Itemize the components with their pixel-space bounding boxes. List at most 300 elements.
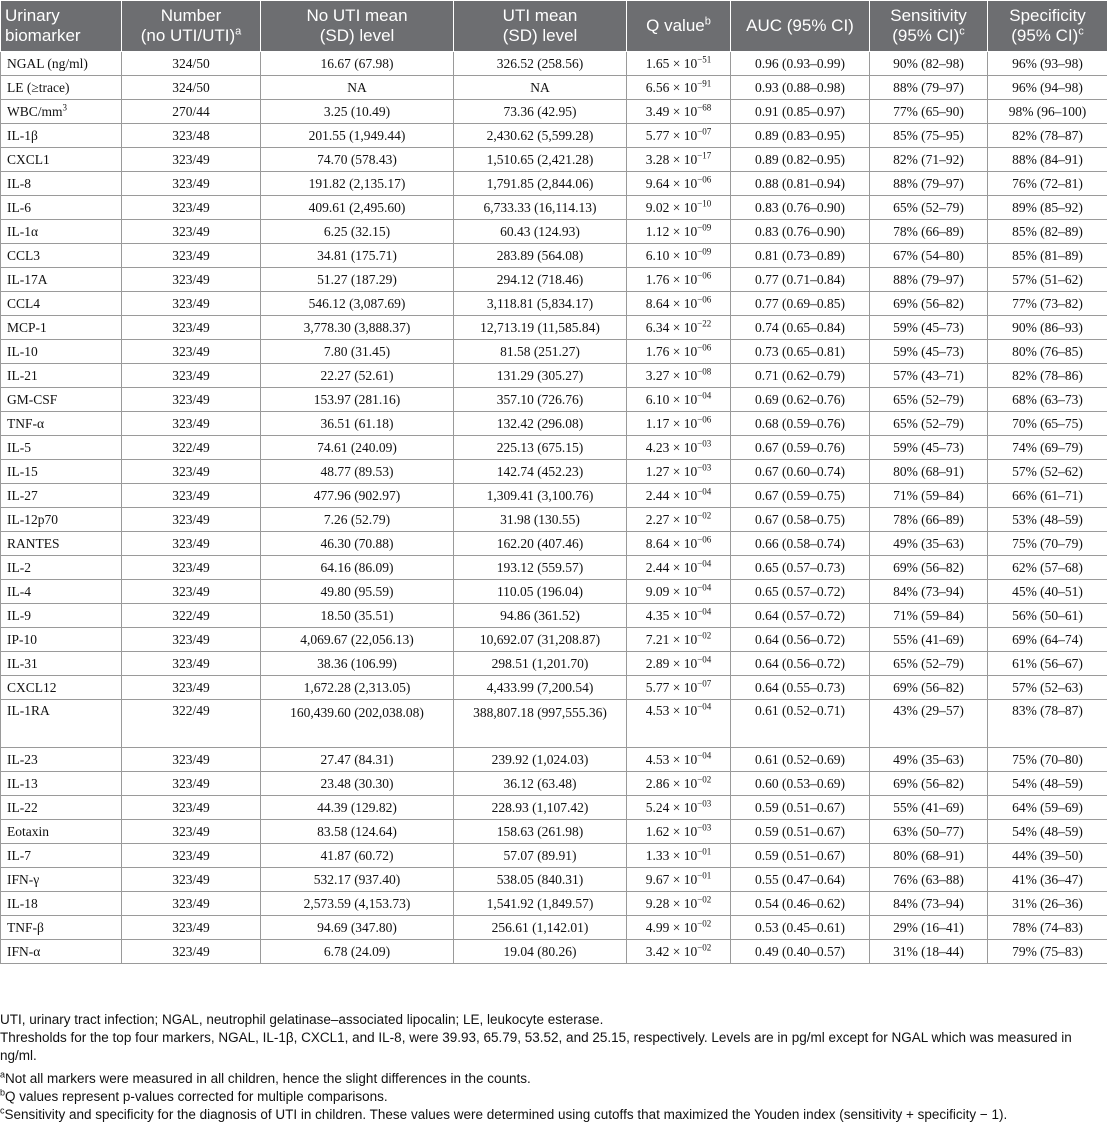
table-row xyxy=(1,220,1107,244)
q-value-cell xyxy=(627,220,731,244)
q-value-base: 3.27 × 10 xyxy=(645,367,698,383)
no-uti-mean-cell: 153.97 (281.16) xyxy=(261,388,454,412)
q-value-cell xyxy=(627,100,731,124)
sensitivity-cell: 85% (75–95) xyxy=(870,124,988,148)
specificity-cell: 44% (39–50) xyxy=(988,844,1107,868)
specificity-cell: 77% (73–82) xyxy=(988,292,1107,316)
auc-cell: 0.73 (0.65–0.81) xyxy=(731,340,870,364)
no-uti-mean-cell: 23.48 (30.30) xyxy=(261,772,454,796)
column-header-line: Sensitivity xyxy=(890,6,967,25)
table-row xyxy=(1,460,1107,484)
column-header-line: (95% CI)$^c$ xyxy=(1011,25,1084,45)
specificity-cell: 64% (59–69) xyxy=(988,796,1107,820)
biomarker-label: IL-6 xyxy=(7,199,31,215)
biomarker-name xyxy=(1,580,122,604)
uti-mean-cell: 239.92 (1,024.03) xyxy=(454,748,627,772)
q-value-exponent: −04 xyxy=(697,390,712,400)
biomarker-label: TNF-β xyxy=(7,919,44,935)
biomarker-label: WBC/mm xyxy=(7,103,63,119)
q-value-exponent: −09 xyxy=(697,246,712,256)
count-cell: 322/49 xyxy=(122,436,261,460)
specificity-cell: 41% (36–47) xyxy=(988,868,1107,892)
table-footnotes xyxy=(0,1011,1100,1124)
specificity-cell: 83% (78–87) xyxy=(988,700,1107,748)
specificity-cell: 82% (78–87) xyxy=(988,124,1107,148)
specificity-cell: 74% (69–79) xyxy=(988,436,1107,460)
biomarker-name xyxy=(1,676,122,700)
no-uti-mean-cell: 3.25 (10.49) xyxy=(261,100,454,124)
q-value-cell xyxy=(627,628,731,652)
sensitivity-cell: 71% (59–84) xyxy=(870,604,988,628)
auc-cell: 0.68 (0.59–0.76) xyxy=(731,412,870,436)
q-value-cell xyxy=(627,244,731,268)
q-value-exponent: −51 xyxy=(697,54,712,64)
biomarker-label: IFN-γ xyxy=(7,871,40,887)
count-cell: 323/49 xyxy=(122,820,261,844)
sensitivity-cell: 59% (45–73) xyxy=(870,316,988,340)
sensitivity-cell: 80% (68–91) xyxy=(870,460,988,484)
auc-cell: 0.53 (0.45–0.61) xyxy=(731,916,870,940)
table-row xyxy=(1,820,1107,844)
column-header-line: Q value$^b$ xyxy=(646,15,711,35)
count-cell: 270/44 xyxy=(122,100,261,124)
no-uti-mean-cell: 546.12 (3,087.69) xyxy=(261,292,454,316)
q-value-cell xyxy=(627,820,731,844)
table-row xyxy=(1,868,1107,892)
uti-mean-cell: 158.63 (261.98) xyxy=(454,820,627,844)
specificity-cell: 70% (65–75) xyxy=(988,412,1107,436)
auc-cell: 0.91 (0.85–0.97) xyxy=(731,100,870,124)
q-value-cell xyxy=(627,580,731,604)
q-value-exponent: −02 xyxy=(697,630,712,640)
table-row xyxy=(1,364,1107,388)
column-header-line: (95% CI)$^c$ xyxy=(892,25,965,45)
sensitivity-cell: 84% (73–94) xyxy=(870,580,988,604)
uti-mean-cell: 283.89 (564.08) xyxy=(454,244,627,268)
table-row xyxy=(1,148,1107,172)
q-value-exponent: −06 xyxy=(697,294,712,304)
auc-cell: 0.65 (0.57–0.73) xyxy=(731,556,870,580)
auc-cell: 0.67 (0.59–0.76) xyxy=(731,436,870,460)
auc-cell: 0.59 (0.51–0.67) xyxy=(731,796,870,820)
uti-mean-cell: 110.05 (196.04) xyxy=(454,580,627,604)
biomarker-label: IL-21 xyxy=(7,367,38,383)
uti-mean-cell: 388,807.18 (997,555.36) xyxy=(454,700,627,748)
header-row xyxy=(1,1,1107,52)
table-row xyxy=(1,52,1107,76)
auc-cell: 0.61 (0.52–0.69) xyxy=(731,748,870,772)
biomarker-name xyxy=(1,412,122,436)
auc-cell: 0.64 (0.56–0.72) xyxy=(731,652,870,676)
footnote-text: Thresholds for the top four markers, NGAL, IL-1β, CXCL1, and IL-8, were 39.93, 65.79, 53.52, and 25.15, respectively. Levels are in pg/ml except for NGAL which was measured in ng/ml. xyxy=(0,1030,1072,1063)
q-value-cell xyxy=(627,508,731,532)
table-row xyxy=(1,484,1107,508)
uti-mean-cell: 1,309.41 (3,100.76) xyxy=(454,484,627,508)
sensitivity-cell: 69% (56–82) xyxy=(870,772,988,796)
biomarker-label: IL-2 xyxy=(7,559,31,575)
count-cell: 323/49 xyxy=(122,292,261,316)
biomarker-label: IL-18 xyxy=(7,895,38,911)
count-cell: 324/50 xyxy=(122,76,261,100)
q-value-base: 2.44 × 10 xyxy=(645,487,698,503)
specificity-cell: 54% (48–59) xyxy=(988,772,1107,796)
q-value-exponent: −03 xyxy=(697,438,712,448)
q-value-exponent: −02 xyxy=(697,774,712,784)
auc-cell: 0.66 (0.58–0.74) xyxy=(731,532,870,556)
table-row xyxy=(1,772,1107,796)
no-uti-mean-cell: 201.55 (1,949.44) xyxy=(261,124,454,148)
no-uti-mean-cell: 83.58 (124.64) xyxy=(261,820,454,844)
table-row xyxy=(1,748,1107,772)
count-cell: 323/49 xyxy=(122,580,261,604)
count-cell: 323/49 xyxy=(122,340,261,364)
biomarker-name xyxy=(1,52,122,76)
q-value-exponent: −10 xyxy=(697,198,712,208)
biomarker-label: IL-13 xyxy=(7,775,38,791)
q-value-base: 9.67 × 10 xyxy=(645,871,698,887)
footnote-marker: c xyxy=(0,1105,5,1116)
sensitivity-cell: 55% (41–69) xyxy=(870,628,988,652)
auc-cell: 0.88 (0.81–0.94) xyxy=(731,172,870,196)
biomarker-label: Eotaxin xyxy=(7,823,49,839)
uti-mean-cell: 132.42 (296.08) xyxy=(454,412,627,436)
q-value-base: 2.86 × 10 xyxy=(645,775,698,791)
uti-mean-cell: 228.93 (1,107.42) xyxy=(454,796,627,820)
biomarker-label: IL-7 xyxy=(7,847,31,863)
sensitivity-cell: 49% (35–63) xyxy=(870,748,988,772)
biomarker-name xyxy=(1,268,122,292)
q-value-cell xyxy=(627,484,731,508)
biomarker-name xyxy=(1,604,122,628)
table-row xyxy=(1,172,1107,196)
sensitivity-cell: 63% (50–77) xyxy=(870,820,988,844)
q-value-exponent: −03 xyxy=(697,462,712,472)
specificity-cell: 96% (93–98) xyxy=(988,52,1107,76)
table-row xyxy=(1,412,1107,436)
q-value-base: 7.21 × 10 xyxy=(645,631,698,647)
count-cell: 323/49 xyxy=(122,796,261,820)
biomarker-name xyxy=(1,892,122,916)
no-uti-mean-cell: 4,069.67 (22,056.13) xyxy=(261,628,454,652)
uti-mean-cell: 193.12 (559.57) xyxy=(454,556,627,580)
q-value-cell xyxy=(627,124,731,148)
table-row xyxy=(1,340,1107,364)
q-value-base: 4.53 × 10 xyxy=(645,703,698,718)
auc-cell: 0.60 (0.53–0.69) xyxy=(731,772,870,796)
biomarker-name xyxy=(1,292,122,316)
auc-cell: 0.49 (0.40–0.57) xyxy=(731,940,870,964)
specificity-cell: 57% (52–62) xyxy=(988,460,1107,484)
specificity-cell: 75% (70–80) xyxy=(988,748,1107,772)
q-value-base: 8.64 × 10 xyxy=(645,295,698,311)
count-cell: 323/49 xyxy=(122,484,261,508)
q-value-exponent: −06 xyxy=(697,534,712,544)
footnote xyxy=(0,1011,1100,1029)
no-uti-mean-cell: 7.26 (52.79) xyxy=(261,508,454,532)
q-value-base: 2.27 × 10 xyxy=(645,511,698,527)
q-value-cell xyxy=(627,412,731,436)
column-header xyxy=(870,1,988,52)
auc-cell: 0.64 (0.56–0.72) xyxy=(731,628,870,652)
sensitivity-cell: 65% (52–79) xyxy=(870,196,988,220)
sensitivity-cell: 67% (54–80) xyxy=(870,244,988,268)
q-value-cell xyxy=(627,316,731,340)
footnote-marker: c xyxy=(959,25,965,38)
no-uti-mean-cell: 34.81 (175.71) xyxy=(261,244,454,268)
biomarker-name xyxy=(1,772,122,796)
table-row xyxy=(1,604,1107,628)
biomarker-label: IL-10 xyxy=(7,343,38,359)
q-value-cell xyxy=(627,340,731,364)
uti-mean-cell: 4,433.99 (7,200.54) xyxy=(454,676,627,700)
sensitivity-cell: 76% (63–88) xyxy=(870,868,988,892)
no-uti-mean-cell: 51.27 (187.29) xyxy=(261,268,454,292)
uti-mean-cell: 60.43 (124.93) xyxy=(454,220,627,244)
uti-mean-cell: 142.74 (452.23) xyxy=(454,460,627,484)
column-header xyxy=(988,1,1107,52)
q-value-cell xyxy=(627,364,731,388)
specificity-cell: 54% (48–59) xyxy=(988,820,1107,844)
sensitivity-cell: 77% (65–90) xyxy=(870,100,988,124)
table-body xyxy=(1,52,1107,964)
specificity-cell: 61% (56–67) xyxy=(988,652,1107,676)
no-uti-mean-cell: 36.51 (61.18) xyxy=(261,412,454,436)
uti-mean-cell: 326.52 (258.56) xyxy=(454,52,627,76)
count-cell: 323/49 xyxy=(122,244,261,268)
biomarker-label: IL-8 xyxy=(7,175,31,191)
no-uti-mean-cell: 64.16 (86.09) xyxy=(261,556,454,580)
q-value-cell xyxy=(627,892,731,916)
specificity-cell: 80% (76–85) xyxy=(988,340,1107,364)
table-row xyxy=(1,916,1107,940)
q-value-base: 6.10 × 10 xyxy=(645,391,698,407)
count-cell: 324/50 xyxy=(122,52,261,76)
q-value-cell xyxy=(627,172,731,196)
biomarker-name xyxy=(1,196,122,220)
table-row xyxy=(1,556,1107,580)
biomarker-name xyxy=(1,364,122,388)
column-header xyxy=(454,1,627,52)
q-value-exponent: −02 xyxy=(697,942,712,952)
uti-mean-cell: 3,118.81 (5,834.17) xyxy=(454,292,627,316)
column-header xyxy=(261,1,454,52)
sensitivity-cell: 43% (29–57) xyxy=(870,700,988,748)
auc-cell: 0.93 (0.88–0.98) xyxy=(731,76,870,100)
count-cell: 323/49 xyxy=(122,916,261,940)
biomarker-name xyxy=(1,556,122,580)
q-value-exponent: −04 xyxy=(697,606,712,616)
sensitivity-cell: 78% (66–89) xyxy=(870,220,988,244)
column-header xyxy=(1,1,122,52)
auc-cell: 0.74 (0.65–0.84) xyxy=(731,316,870,340)
count-cell: 323/49 xyxy=(122,868,261,892)
q-value-exponent: −03 xyxy=(697,798,712,808)
auc-cell: 0.61 (0.52–0.71) xyxy=(731,700,870,748)
biomarker-label: CCL3 xyxy=(7,247,41,263)
no-uti-mean-cell: 74.70 (578.43) xyxy=(261,148,454,172)
sensitivity-cell: 84% (73–94) xyxy=(870,892,988,916)
footnote-marker: a xyxy=(235,25,242,38)
specificity-cell: 89% (85–92) xyxy=(988,196,1107,220)
biomarker-name xyxy=(1,868,122,892)
biomarker-name xyxy=(1,796,122,820)
q-value-cell xyxy=(627,940,731,964)
auc-cell: 0.77 (0.71–0.84) xyxy=(731,268,870,292)
q-value-base: 3.42 × 10 xyxy=(645,943,698,959)
specificity-cell: 85% (81–89) xyxy=(988,244,1107,268)
biomarker-name xyxy=(1,436,122,460)
q-value-exponent: −03 xyxy=(697,822,712,832)
auc-cell: 0.54 (0.46–0.62) xyxy=(731,892,870,916)
no-uti-mean-cell: 16.67 (67.98) xyxy=(261,52,454,76)
footnote xyxy=(0,1088,1100,1106)
auc-cell: 0.67 (0.60–0.74) xyxy=(731,460,870,484)
uti-mean-cell: 1,541.92 (1,849.57) xyxy=(454,892,627,916)
no-uti-mean-cell: 94.69 (347.80) xyxy=(261,916,454,940)
q-value-exponent: −17 xyxy=(697,150,712,160)
biomarker-name xyxy=(1,244,122,268)
sensitivity-cell: 82% (71–92) xyxy=(870,148,988,172)
table-row xyxy=(1,196,1107,220)
no-uti-mean-cell: 49.80 (95.59) xyxy=(261,580,454,604)
q-value-cell xyxy=(627,700,731,748)
footnote-text: Q values represent p-values corrected for multiple comparisons. xyxy=(5,1089,388,1104)
specificity-cell: 66% (61–71) xyxy=(988,484,1107,508)
q-value-base: 6.56 × 10 xyxy=(645,79,698,95)
q-value-cell xyxy=(627,748,731,772)
auc-cell: 0.67 (0.59–0.75) xyxy=(731,484,870,508)
count-cell: 323/49 xyxy=(122,388,261,412)
q-value-base: 9.02 × 10 xyxy=(645,199,698,215)
biomarker-name xyxy=(1,940,122,964)
table-header xyxy=(1,1,1107,52)
sensitivity-cell: 65% (52–79) xyxy=(870,652,988,676)
biomarker-name xyxy=(1,220,122,244)
column-header-line: (SD) level xyxy=(319,26,395,45)
footnote-text: Not all markers were measured in all children, hence the slight differences in the counts. xyxy=(5,1071,531,1086)
no-uti-mean-cell: 191.82 (2,135.17) xyxy=(261,172,454,196)
biomarker-label: IL-4 xyxy=(7,583,31,599)
q-value-base: 1.76 × 10 xyxy=(645,271,698,287)
q-value-base: 1.62 × 10 xyxy=(645,823,698,839)
sensitivity-cell: 65% (52–79) xyxy=(870,412,988,436)
q-value-cell xyxy=(627,844,731,868)
count-cell: 323/49 xyxy=(122,892,261,916)
count-cell: 323/49 xyxy=(122,412,261,436)
q-value-exponent: −07 xyxy=(697,678,712,688)
biomarker-label: IL-23 xyxy=(7,751,38,767)
q-value-cell xyxy=(627,532,731,556)
sensitivity-cell: 59% (45–73) xyxy=(870,340,988,364)
biomarker-name xyxy=(1,124,122,148)
table-row xyxy=(1,268,1107,292)
footnote-marker: b xyxy=(704,15,711,28)
count-cell: 323/49 xyxy=(122,628,261,652)
q-value-cell xyxy=(627,772,731,796)
q-value-cell xyxy=(627,868,731,892)
q-value-cell xyxy=(627,652,731,676)
q-value-cell xyxy=(627,460,731,484)
count-cell: 322/49 xyxy=(122,604,261,628)
q-value-base: 9.28 × 10 xyxy=(645,895,698,911)
biomarker-name xyxy=(1,388,122,412)
biomarker-name xyxy=(1,76,122,100)
biomarker-label: IL-1β xyxy=(7,127,38,143)
biomarker-name xyxy=(1,316,122,340)
specificity-cell: 85% (82–89) xyxy=(988,220,1107,244)
uti-mean-cell: 57.07 (89.91) xyxy=(454,844,627,868)
q-value-base: 3.49 × 10 xyxy=(645,103,698,119)
biomarker-label: IL-1RA xyxy=(7,703,50,718)
sensitivity-cell: 29% (16–41) xyxy=(870,916,988,940)
sensitivity-cell: 57% (43–71) xyxy=(870,364,988,388)
biomarker-label: MCP-1 xyxy=(7,319,47,335)
table-row xyxy=(1,100,1107,124)
q-value-base: 6.34 × 10 xyxy=(645,319,698,335)
count-cell: 323/49 xyxy=(122,364,261,388)
sensitivity-cell: 65% (52–79) xyxy=(870,388,988,412)
q-value-exponent: −01 xyxy=(697,870,712,880)
footnote xyxy=(0,1106,1100,1124)
uti-mean-cell: 538.05 (840.31) xyxy=(454,868,627,892)
column-header-line: UTI mean xyxy=(502,6,578,25)
count-cell: 323/49 xyxy=(122,772,261,796)
count-cell: 322/49 xyxy=(122,700,261,748)
sensitivity-cell: 69% (56–82) xyxy=(870,676,988,700)
q-value-base: 3.28 × 10 xyxy=(645,151,698,167)
no-uti-mean-cell: 41.87 (60.72) xyxy=(261,844,454,868)
no-uti-mean-cell: 409.61 (2,495.60) xyxy=(261,196,454,220)
sensitivity-cell: 90% (82–98) xyxy=(870,52,988,76)
uti-mean-cell: 1,791.85 (2,844.06) xyxy=(454,172,627,196)
uti-mean-cell: 2,430.62 (5,599.28) xyxy=(454,124,627,148)
sensitivity-cell: 88% (79–97) xyxy=(870,172,988,196)
q-value-base: 8.64 × 10 xyxy=(645,535,698,551)
q-value-cell xyxy=(627,436,731,460)
uti-mean-cell: 1,510.65 (2,421.28) xyxy=(454,148,627,172)
table-row xyxy=(1,316,1107,340)
specificity-cell: 75% (70–79) xyxy=(988,532,1107,556)
biomarker-label: LE (≥trace) xyxy=(7,79,70,95)
q-value-exponent: −04 xyxy=(697,701,712,712)
column-header-line: (SD) level xyxy=(502,26,578,45)
q-value-exponent: −08 xyxy=(697,366,712,376)
table-row xyxy=(1,508,1107,532)
biomarker-label: TNF-α xyxy=(7,415,45,431)
specificity-cell: 31% (26–36) xyxy=(988,892,1107,916)
specificity-cell: 79% (75–83) xyxy=(988,940,1107,964)
q-value-base: 1.17 × 10 xyxy=(645,415,698,431)
column-header-line: No UTI mean xyxy=(306,6,408,25)
biomarker-label: IL-1α xyxy=(7,223,39,239)
biomarker-label: IFN-α xyxy=(7,943,41,959)
footnote-marker: a xyxy=(0,1069,6,1080)
uti-mean-cell: 256.61 (1,142.01) xyxy=(454,916,627,940)
column-header-line: Urinary xyxy=(5,6,60,25)
sensitivity-cell: 31% (18–44) xyxy=(870,940,988,964)
count-cell: 323/49 xyxy=(122,220,261,244)
q-value-base: 5.24 × 10 xyxy=(645,799,698,815)
sensitivity-cell: 71% (59–84) xyxy=(870,484,988,508)
q-value-base: 1.76 × 10 xyxy=(645,343,698,359)
biomarker-label: IL-17A xyxy=(7,271,48,287)
q-value-exponent: −06 xyxy=(697,174,712,184)
q-value-cell xyxy=(627,676,731,700)
uti-mean-cell: 81.58 (251.27) xyxy=(454,340,627,364)
q-value-base: 6.10 × 10 xyxy=(645,247,698,263)
uti-mean-cell: 162.20 (407.46) xyxy=(454,532,627,556)
specificity-cell: 98% (96–100) xyxy=(988,100,1107,124)
